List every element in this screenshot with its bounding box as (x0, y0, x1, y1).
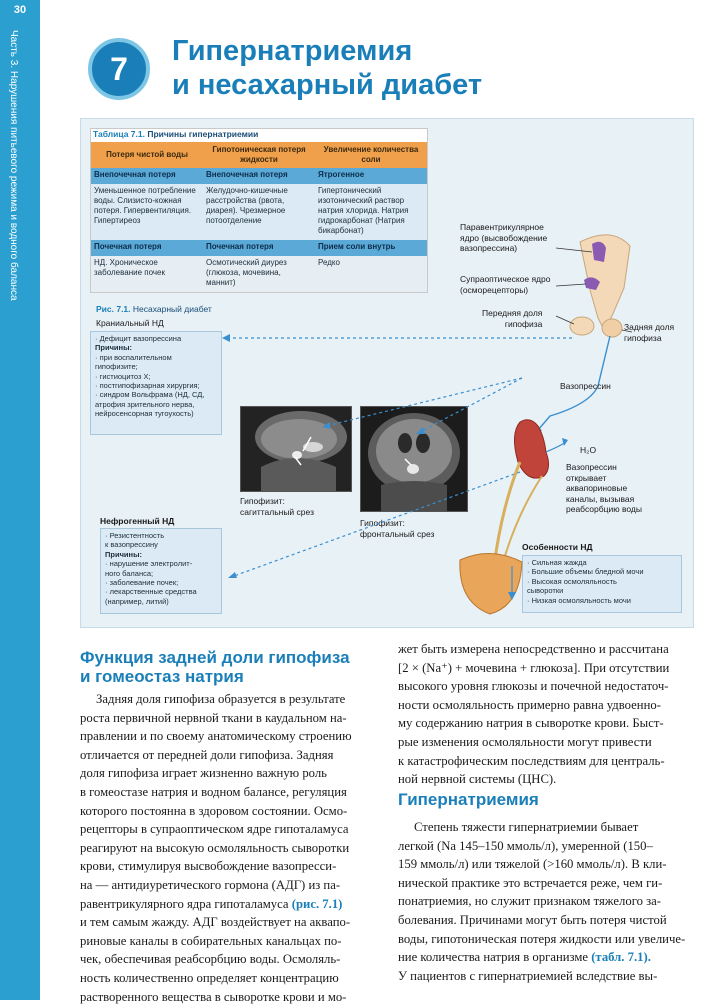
text-line: рые изменения осмоляльности могут привести (398, 733, 694, 752)
table-ref: Таблица 7.1. (93, 129, 145, 139)
text-line: отличается от передней доли гипофиза. Задняя (80, 746, 380, 765)
text-line: ной нервной системы (ЦНС). (398, 770, 694, 789)
text-line (80, 895, 380, 914)
table-title-text: Причины гипернатриемии (145, 129, 258, 139)
table-header-cell: Гипотоническая потеря жидкости (203, 142, 315, 168)
table-header-cell: Потеря чистой воды (91, 142, 203, 168)
table-header-cell: Увеличение количества соли (315, 142, 427, 168)
text-line: воды, гипотоническая потеря жидкости или увеличе- (398, 930, 694, 949)
label-line: ядро (высвобождение (460, 233, 547, 244)
cranial-di-title: Краниальный НД (96, 318, 164, 329)
label-supraoptic (460, 274, 550, 295)
caption-line: Гипофизит: (240, 496, 314, 507)
label-line: (осморецепторы) (460, 285, 550, 296)
text-line: доля гипофиза играет жизненно важную роль (80, 764, 380, 783)
text-line: риновые каналы в собирательных канальцах по- (80, 932, 380, 951)
arrow-to-mri-sagittal (326, 378, 522, 426)
text-line: правлении и по своему анатомическому строению (80, 727, 380, 746)
box-line: · Высокая осмоляльность (527, 577, 677, 586)
side-band (0, 0, 40, 1000)
table-subheader-cell: Внепочечная потеря (91, 168, 203, 184)
chapter-title (172, 34, 592, 102)
table-subheader-cell: Ятрогенное (315, 168, 427, 184)
label-line: Паравентрикулярное (460, 222, 547, 233)
box-line: Причины: (105, 550, 217, 559)
box-line: · гистиоцитоз Х; (95, 372, 217, 381)
text-line: 159 ммоль/л) или тяжелой (>160 ммоль/л). В кли- (398, 855, 694, 874)
text-line: ность количественно определяет концентрацию (80, 969, 380, 988)
box-line: · Резистентность (105, 531, 217, 540)
text-line: легкой (Na 145–150 ммоль/л), умеренной (150– (398, 837, 694, 856)
text-line: чек, обеспечивая реабсорбцию воды. Осмоляль- (80, 950, 380, 969)
nephrogenic-di-title: Нефрогенный НД (100, 516, 174, 526)
text-line: понатриемия, но служит признаком тяжелого за- (398, 892, 694, 911)
arrowheads (222, 334, 425, 578)
text-line: крови, стимулируя высвобождение вазопресси- (80, 857, 380, 876)
text-span: равентрикулярного ядра гипоталамуса (80, 897, 289, 911)
label-line: вазопрессина) (460, 243, 547, 254)
label-line: Супраоптическое ядро (460, 274, 550, 285)
box-line: атрофия зрительного нерва, (95, 400, 217, 409)
label-line: Вазопрессин (566, 462, 642, 473)
box-line: · лекарственные средства (105, 587, 217, 596)
label-line: гипофиза (624, 333, 674, 344)
table-subheader-cell: Прием соли внутрь (315, 240, 427, 256)
box-line: · нарушение электролит- (105, 559, 217, 568)
text-line: [2 × (Na⁺) + мочевина + глюкоза]. При отсутствии (398, 659, 694, 678)
heading-line: и гомеостаз натрия (80, 667, 390, 686)
text-line: Степень тяжести гипернатриемии бывает (398, 818, 694, 837)
water-arrowhead (562, 438, 568, 446)
col2-body (398, 640, 694, 789)
box-line: (например, литий) (105, 597, 217, 606)
table-cell: НД. Хроническое заболевание почек (91, 256, 203, 292)
cranial-di-box (90, 331, 222, 435)
caption-line: сагиттальный срез (240, 507, 314, 518)
label-paraventricular (460, 222, 547, 254)
text-line: болевания. Причинами могут быть потеря чистой (398, 911, 694, 930)
text-line: к катастрофическим последствиям для централь- (398, 752, 694, 771)
figure-caption (96, 304, 212, 314)
table-cell: Осмотический диурез (глюкоза, мочевина, маннит) (203, 256, 315, 292)
text-line: высокого уровня глюкозы и почечной недостаточ- (398, 677, 694, 696)
text-line: нической практике это встречается реже, чем ги- (398, 874, 694, 893)
box-line: гипофизите; (95, 362, 217, 371)
chapter-title-line2: и несахарный диабет (172, 68, 592, 102)
box-line: · постгипофизарная хирургия; (95, 381, 217, 390)
text-line: реагируют на высокую осмоляльность сыворотки (80, 839, 380, 858)
chapter-title-line1: Гипернатриемия (172, 34, 592, 68)
table-title (91, 129, 427, 142)
water-arrow (546, 442, 566, 452)
box-line: · заболевание почек; (105, 578, 217, 587)
text-line: рецепторы в супраоптическом ядре гипоталамуса (80, 820, 380, 839)
page-number: 30 (0, 4, 40, 16)
text-line: растворенного вещества в сыворотке крови и мо- (80, 988, 380, 1006)
posterior-pituitary-shape (602, 319, 622, 337)
box-line: · Низкая осмоляльность мочи (527, 596, 677, 605)
anatomy-diagram (220, 226, 690, 626)
label-posterior-pituitary (624, 322, 674, 343)
ureter-right (502, 476, 542, 566)
table-subheader-cell: Почечная потеря (203, 240, 315, 256)
running-head: Часть 3. Нарушения питьевого режима и водного баланса (8, 30, 19, 301)
text-line: которого постоянна в здоровом состоянии. Осмо- (80, 802, 380, 821)
box-line: Причины: (95, 343, 217, 352)
table-reference-link[interactable]: (табл. 7.1). (591, 950, 651, 964)
features-title: Особенности НД (522, 542, 593, 552)
section1-heading (80, 648, 390, 686)
box-line: · Большие объемы бледной мочи (527, 567, 677, 576)
box-line: ного баланса; (105, 569, 217, 578)
box-line: · Сильная жажда (527, 558, 677, 567)
table-cell: Уменьшенное потребление воды. Слизисто-кожная потеря. Гипервентиляция. Гипертиреоз (91, 184, 203, 240)
text-line: ности осмоляльность примерно равна удвоенно- (398, 696, 694, 715)
table-subheader-cell: Почечная потеря (91, 240, 203, 256)
text-line: му содержанию натрия в сыворотке крови. Быст- (398, 714, 694, 733)
table-cell: Редко (315, 256, 427, 292)
caption-line: фронтальный срез (360, 529, 434, 540)
text-line: и тем самым жажду. АДГ воздействует на аквапо- (80, 913, 380, 932)
box-line: нейросенсорная тугоухость) (95, 409, 217, 418)
label-line: аквапориновые (566, 483, 642, 494)
arrow-to-mri-frontal (420, 378, 522, 432)
box-line: к вазопрессину (105, 540, 217, 549)
box-line: · при воспалительном (95, 353, 217, 362)
text-line (398, 948, 694, 967)
table-cell: Гипертонический изотонический раствор натрия хлорида. Натрия гидрокарбонат (Натрия бикарбонат) (315, 184, 427, 240)
section2-body (398, 818, 694, 985)
label-line: Задняя доля (624, 322, 674, 333)
text-line: в гомеостазе натрия и водном балансе, регуляция (80, 783, 380, 802)
label-anterior-pituitary (482, 308, 542, 329)
heading-line: Функция задней доли гипофиза (80, 648, 390, 667)
table-cell: Желудочно-кишечные расстройства (рвота, диарея). Чрезмерное потоотделение (203, 184, 315, 240)
nephrogenic-di-box (100, 528, 222, 614)
chapter-number-badge: 7 (88, 38, 150, 100)
text-line: на — антидиуретического гормона (АДГ) из па- (80, 876, 380, 895)
kidney-shape (514, 420, 548, 478)
text-line: У пациентов с гипернатриемией вследствие вы- (398, 967, 694, 986)
section2-heading: Гипернатриемия (398, 790, 539, 809)
label-vasopressin: Вазопрессин (560, 381, 611, 392)
box-line: сыворотки (527, 586, 677, 595)
section1-body (80, 690, 380, 1006)
box-line: · синдром Вольфрама (НД, СД, (95, 390, 217, 399)
text-span: ние количества натрия в организме (398, 950, 588, 964)
figure-ref: Рис. 7.1. (96, 304, 131, 314)
label-line: гипофиза (482, 319, 542, 330)
label-h2o: H₂O (580, 445, 596, 456)
text-line: жет быть измерена непосредственно и рассчитана (398, 640, 694, 659)
label-line: реабсорбцию воды (566, 504, 642, 515)
table-subheader-cell: Внепочечная потеря (203, 168, 315, 184)
label-line: открывает (566, 473, 642, 484)
figure-reference-link[interactable]: (рис. 7.1) (292, 897, 343, 911)
box-line: · Дефицит вазопрессина (95, 334, 217, 343)
text-line: роста первичной нервной ткани в каудальном на- (80, 709, 380, 728)
label-line: Передняя доля (482, 308, 542, 319)
figure-caption-text: Несахарный диабет (131, 304, 212, 314)
bladder-shape (460, 553, 522, 614)
label-line: каналы, вызывая (566, 494, 642, 505)
caption-line: Гипофизит: (360, 518, 434, 529)
paraventricular-nucleus (592, 242, 606, 262)
text-line: Задняя доля гипофиза образуется в результате (80, 690, 380, 709)
anterior-pituitary-shape (570, 317, 594, 335)
label-kidney-action (566, 462, 642, 515)
